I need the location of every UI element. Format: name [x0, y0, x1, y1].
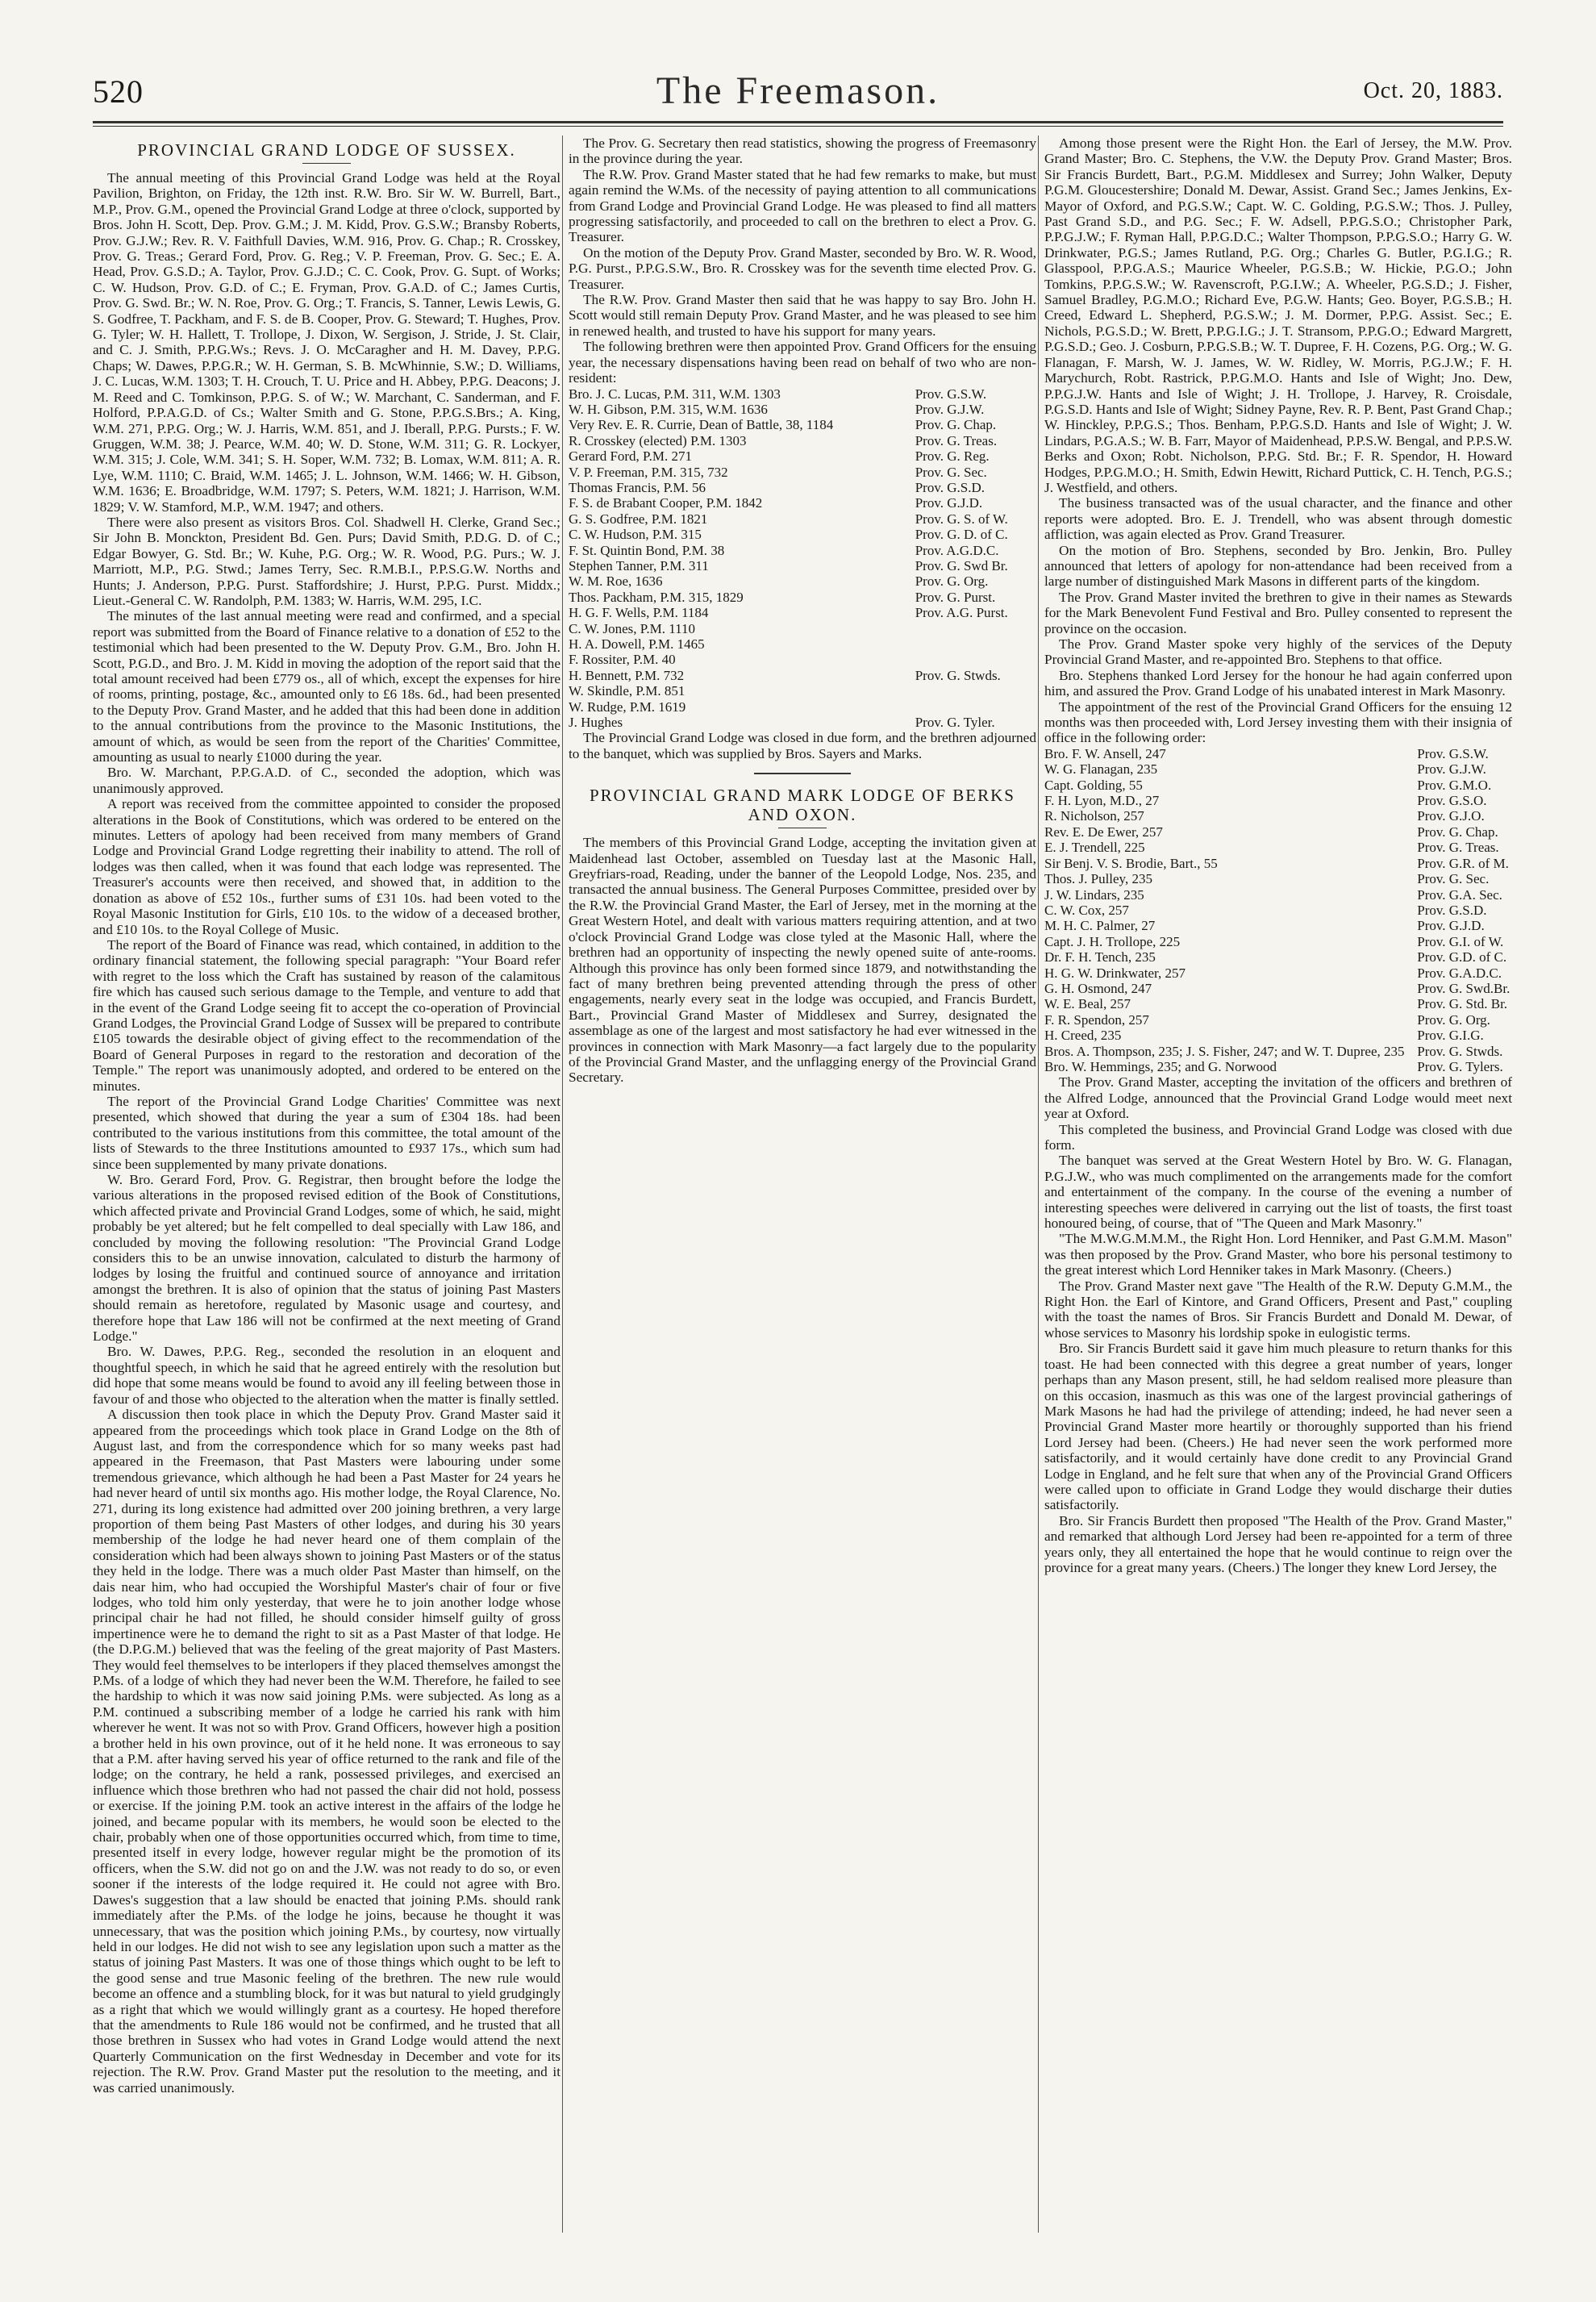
column-1: [93, 136, 560, 2233]
officer-office: Prov. G. S. of W.: [915, 511, 1008, 527]
paragraph: There were also present as visitors Bros. Col. Shadwell H. Clerke, Grand Sec.; Sir John B. Monckton, President Bd. Gen. Purs; David Smith, P.D.G. D. of C.; Edgar Bowyer, G. Std. Br.; W. Kuhe, P.G. Org.; W. R. Wood, P.G. Purs.; W. J. Marriott, M.P., P.G. Stwd.; James Terry, Sec. R.M.B.I., P.P.S.G.W. Norths and Hunts; J. Anderson, P.P.G. Purst. Staffordshire; J. Hurst, P.P.G. Purst. Middx.; Lieut.-General C. W. Randolph, P.M. 1383; W. Harris, W.M. 295, I.C.: [93, 514, 560, 608]
column-divider: [1038, 136, 1039, 2233]
officer-office: Prov. G.R. of M.: [1417, 855, 1509, 871]
officer-office: Prov. G. Chap.: [1417, 824, 1498, 840]
officer-name: W. H. Gibson, P.M. 315, W.M. 1636: [569, 401, 768, 417]
masthead: [93, 69, 1503, 117]
officer-name: Sir Benj. V. S. Brodie, Bart., 55: [1044, 855, 1218, 871]
officer-row: [569, 621, 1036, 636]
officer-row: [569, 652, 1036, 667]
officer-office: Prov. G.A.D.C.: [1417, 965, 1502, 981]
officer-office: Prov. G. Reg.: [915, 448, 990, 465]
officer-office: [911, 652, 1036, 667]
officer-office: Prov. G.I. of W.: [1417, 933, 1504, 949]
officer-name: C. W. Hudson, P.M. 315: [569, 527, 702, 543]
officer-office: Prov. G. Swd Br.: [915, 557, 1008, 573]
issue-date: Oct. 20, 1883.: [1363, 78, 1503, 103]
officer-row: [1044, 903, 1512, 918]
paragraph: The following brethren were then appointed Prov. Grand Officers for the ensuing year, the necessary dispensations having been read on behalf of two who are non-resident:: [569, 339, 1036, 386]
paragraph: "The M.W.G.M.M.M., the Right Hon. Lord Henniker, and Past G.M.M. Mason" was then proposed by the Prov. Grand Master, who bore his personal testimony to the great interest which Lord Henniker takes in Mark Masonry. (Cheers.): [1044, 1231, 1512, 1278]
officer-office: Prov. G. Sec.: [1417, 871, 1490, 887]
officer-name: Capt. J. H. Trollope, 225: [1044, 933, 1181, 949]
officer-name: Dr. F. H. Tench, 235: [1044, 949, 1156, 965]
officer-name: Gerard Ford, P.M. 271: [569, 448, 692, 465]
masthead-rule: [93, 121, 1503, 123]
paragraph: The Provincial Grand Lodge was closed in due form, and the brethren adjourned to the banquet, which was supplied by Bros. Sayers and Marks.: [569, 730, 1036, 761]
officer-name: J. Hughes: [569, 715, 623, 731]
officer-row: [1044, 871, 1512, 886]
officer-name: Rev. E. De Ewer, 257: [1044, 824, 1163, 840]
officer-office: [911, 699, 1036, 715]
paragraph: The Prov. Grand Master, accepting the invitation of the officers and brethren of the Alfred Lodge, announced that the Provincial Grand Lodge would meet next year at Oxford.: [1044, 1074, 1512, 1122]
officer-row: [569, 386, 1036, 402]
officer-row: [1044, 981, 1512, 996]
officer-row: [1044, 793, 1512, 808]
officer-office: Prov. G.A. Sec.: [1417, 886, 1502, 903]
officer-row: [1044, 824, 1512, 840]
officer-row: [1044, 949, 1512, 965]
officer-office: Prov. G. Sec.: [915, 464, 987, 480]
paragraph: The Prov. Grand Master spoke very highly of the services of the Deputy Provincial Grand Master, and re-appointed Bro. Stephens to that office.: [1044, 636, 1512, 668]
paragraph: This completed the business, and Provincial Grand Lodge was closed with due form.: [1044, 1121, 1512, 1153]
officer-name: F. St. Quintin Bond, P.M. 38: [569, 542, 725, 558]
column-3: [1044, 136, 1512, 2233]
officer-name: M. H. C. Palmer, 27: [1044, 918, 1156, 934]
officer-name: Thos. Packham, P.M. 315, 1829: [569, 589, 744, 605]
officer-name: H. A. Dowell, P.M. 1465: [569, 636, 705, 652]
officer-name: Stephen Tanner, P.M. 311: [569, 557, 709, 573]
paragraph: Bro. W. Dawes, P.P.G. Reg., seconded the resolution in an eloquent and thoughtful speech, in which he said that he agreed entirely with the resolution but did hope that some means would be found to avoid any ill feeling between those in favour of and those who objected to the alteration when the matter is finally settled.: [93, 1344, 560, 1407]
officer-office: Prov. G. Org.: [1417, 1011, 1490, 1028]
officer-name: W. Skindle, P.M. 851: [569, 683, 685, 699]
officer-row: [1044, 778, 1512, 793]
officer-row: [569, 465, 1036, 480]
officer-name: Very Rev. E. R. Currie, Dean of Battle, 38, 1184: [569, 417, 834, 433]
officer-name: Thos. J. Pulley, 235: [1044, 871, 1152, 887]
officer-office: [911, 621, 1036, 636]
berks-officers-table: [1044, 746, 1512, 1075]
officer-office: Prov. G. Treas.: [1417, 840, 1499, 856]
officer-office: Prov. G.J.O.: [1417, 808, 1485, 824]
officer-row: [1044, 965, 1512, 981]
officer-name: R. Nicholson, 257: [1044, 808, 1144, 824]
officer-name: H. G. W. Drinkwater, 257: [1044, 965, 1186, 981]
officer-office: Prov. G.I.G.: [1417, 1028, 1484, 1044]
officer-row: [1044, 934, 1512, 949]
officer-name: F. H. Lyon, M.D., 27: [1044, 793, 1160, 809]
paragraph: The Prov. Grand Master next gave "The Health of the R.W. Deputy G.M.M., the Right Hon. the Earl of Kintore, and Grand Officers, Present and Past," coupling with the toast the names of Bros. Sir Francis Burdett and Donald M. Dewar, of whose services to Masonry his lordship spoke in eulogistic terms.: [1044, 1278, 1512, 1341]
officer-office: Prov. G.J.W.: [915, 401, 985, 417]
officer-name: H. Creed, 235: [1044, 1028, 1122, 1044]
officer-office: Prov. G.S.W.: [915, 386, 987, 402]
officer-name: Bro. W. Hemmings, 235; and G. Norwood: [1044, 1058, 1277, 1074]
officer-office: Prov. G.M.O.: [1417, 777, 1492, 793]
officer-row: [569, 527, 1036, 542]
paragraph: Bro. Sir Francis Burdett said it gave him much pleasure to return thanks for this toast. He had been connected with this degree a great number of years, longer perhaps than any Mason present, still, he had seldom realised more pleasure than on this occasion, inasmuch as this was one of the largest provincial gatherings of Mark Masons he had had the privilege of attending; indeed, he had never seen a Provincial Grand Master more heartily or thoroughly supported than his friend Lord Jersey had been. (Cheers.) He had never seen the work performed more satisfactorily, and it would certainly have done credit to any Provincial Grand Lodge in England, and he felt sure that when any of the Provincial Grand Officers were called upon to officiate in Grand Lodge they would discharge their duties satisfactorily.: [1044, 1341, 1512, 1513]
article-title-sussex: PROVINCIAL GRAND LODGE OF SUSSEX.: [137, 140, 516, 160]
page-number: 520: [93, 73, 144, 110]
paragraph: Bro. Sir Francis Burdett then proposed "The Health of the Prov. Grand Master," and remarked that although Lord Jersey had been re-appointed for a term of three years only, they all entertained the hope that he would continue to reign over the province for a great many years. (Cheers.) The longer they knew Lord Jersey, the: [1044, 1512, 1512, 1575]
officer-name: H. Bennett, P.M. 732: [569, 667, 685, 683]
officer-name: W. Rudge, P.M. 1619: [569, 699, 686, 715]
officer-name: R. Crosskey (elected) P.M. 1303: [569, 432, 747, 448]
officer-row: [569, 683, 1036, 699]
sussex-officers-table: [569, 386, 1036, 731]
officer-name: W. M. Roe, 1636: [569, 573, 663, 590]
paragraph: The report of the Provincial Grand Lodge Charities' Committee was next presented, which showed that during the year a sum of £304 18s. had been contributed to the various institutions from this committee, the total amount of the lists of Stewards to the three Institutions amounted to £937 17s., which sum had since been supplemented by many private donations.: [93, 1093, 560, 1172]
paragraph: Bro. W. Marchant, P.P.G.A.D. of C., seconded the adoption, which was unanimously approved.: [93, 765, 560, 796]
officer-name: G. H. Osmond, 247: [1044, 980, 1152, 996]
officer-office: Prov. A.G. Purst.: [915, 605, 1008, 621]
officer-name: H. G. F. Wells, P.M. 1184: [569, 605, 709, 621]
officer-name: G. S. Godfree, P.M. 1821: [569, 511, 708, 527]
paragraph: Among those present were the Right Hon. the Earl of Jersey, the M.W. Prov. Grand Master; Bro. C. Stephens, the V.W. the Deputy Prov. Grand Master; Bros. Sir Francis Burdett, Bart., P.G.M. Middlesex and Surrey; John Walker, Deputy P.G.M. Gloucestershire; Donald M. Dewar, Assist. Grand Sec.; James Jenkins, Ex-Mayor of Oxford, and P.G.S.W.; Capt. W. C. Golding, P.G.S.W.; Thos. J. Pulley, Past Grand S.D., and P.G. Sec.; F. W. Adsell, P.P.G.S.O.; Christopher Park, P.P.G.J.W.; F. Ryman Hall, P.P.G.D.C.; Walter Thompson, P.P.G.S.O.; Harry G. W. Drinkwater, P.G.S.; James Rutland, P.G. Org.; Charles G. Butler, P.G.I.G.; R. Glasspool, P.P.G.A.S.; Maurice Wheeler, P.G.S.B.; W. Hickie, P.G.O.; John Tomkins, P.P.G.S.W.; W. Ravenscroft, P.G.I.W.; A. Wheeler, P.G.S.D.; J. Fisher, Samuel Bradley, P.G.M.O.; Richard Eve, P.G.W. Hants; Geo. Boyer, P.G.S.B.; H. Creed, Edward L. Shepherd, P.G.S.W.; J. M. Dormer, P.P.G. Assist. Sec.; E. Nichols, P.G.S.D.; W. Brett, P.P.G.I.G.; J. T. Stransom, P.P.G.O.; Edward Margrett, P.G.S.D.; Geo. J. Cosburn, P.P.G.S.B.; W. T. Dupree, F. H. Cozens, P.G. Org.; W. G. Flanagan, F. Marsh, W. J. James, W. W. Ridley, W. Morris, P.G.J.W.; F. H. Marychurch, Robt. Rastrick, P.P.G.M.O. Hants and Isle of Wight; Jno. Dew, P.P.G.J.W. Hants and Isle of Wight; J. H. Trollope, J. Harvey, R. Croisdale, P.G.S.D. Hants and Isle of Wight; Sidney Payne, Rev. R. P. Bent, Past Grand Chap.; W. Hinckley, P.P.G.S.; Thos. Benham, P.P.G.S.D. Hants and Isle of Wight; J. W. Lindars, P.G.A.S.; W. B. Farr, Mayor of Maidenhead, P.P.S.W. Bengal, and P.P.S.W. Berks and Oxon; Robt. Nicholson, P.P.G. Std. Br.; F. R. Spendor, H. Howard Hodges, P.P.G.M.O.; H. Smith, Edwin Hewitt, Richard Puttick, C. H. Tench, P.G.S.; J. Westfield, and others.: [1044, 136, 1512, 495]
paragraph: The R.W. Prov. Grand Master then said that he was happy to say Bro. John H. Scott would still remain Deputy Prov. Grand Master, and he was pleased to see him in renewed health, and trusted to have his support for many years.: [569, 292, 1036, 339]
officer-name: W. E. Beal, 257: [1044, 996, 1131, 1012]
officer-row: [569, 558, 1036, 573]
officer-office: Prov. G.S.O.: [1417, 793, 1487, 809]
article-title-berks-oxon: PROVINCIAL GRAND MARK LODGE OF BERKS AND OXON.: [589, 786, 1015, 825]
paragraph: The members of this Provincial Grand Lodge, accepting the invitation given at Maidenhead last October, assembled on Tuesday last at the Masonic Hall, Greyfriars-road, Reading, under the banner of the Leopold Lodge, Nos. 235, and transacted the annual business. The General Purposes Committee, presided over by the R.W. the Provincial Grand Master, the Earl of Jersey, met in the morning at the Great Western Hotel, and dealt with various matters requiring attention, and at two o'clock Provincial Grand Lodge was close tyled at the Masonic Hall, where the brethren had an opportunity of inspecting the newly opened suite of ante-rooms. Although this province has only been formed since 1879, and notwithstanding the fact of many brethren being prevented attending through the press of other engagements, nearly every seat in the lodge was occupied, and Francis Burdett, Bart., Provincial Grand Master of Middlesex and Surrey, designated the assemblage as one of the largest and most satisfactory he had ever witnessed in the provinces in connection with Mark Masonry—a fact largely due to the popularity of the Provincial Grand Master, and the unflagging energy of the Provincial Grand Secretary.: [569, 835, 1036, 1086]
officer-office: Prov. G.S.D.: [915, 479, 985, 495]
officer-row: [1044, 1059, 1512, 1074]
officer-row: [569, 715, 1036, 730]
officer-office: Prov. G.J.D.: [1417, 918, 1485, 934]
officer-name: Capt. Golding, 55: [1044, 777, 1143, 793]
officer-row: [1044, 918, 1512, 933]
officer-office: Prov. G. Std. Br.: [1417, 996, 1508, 1012]
paragraph: The Prov. G. Secretary then read statistics, showing the progress of Freemasonry in the province during the year.: [569, 136, 1036, 167]
officer-row: [569, 417, 1036, 432]
title-rule: [302, 163, 351, 164]
officer-name: Thomas Francis, P.M. 56: [569, 479, 706, 495]
officer-office: Prov. G.S.W.: [1417, 745, 1489, 761]
officer-office: Prov. G. Tyler.: [915, 715, 995, 731]
officer-name: Bro. F. W. Ansell, 247: [1044, 745, 1166, 761]
officer-office: Prov. G. Treas.: [915, 432, 998, 448]
paragraph: The minutes of the last annual meeting were read and confirmed, and a special report was submitted from the Board of Finance relative to a donation of £52 to the testimonial which had been presented to the W. Deputy Prov. G.M., Bro. John H. Scott, P.G.D., and Bro. J. M. Kidd in moving the adoption of the report said that the total amount received had been £779 os., all of which, except the expenses for hire of rooms, printing, postage, &c., amounted only to £6 18s. 6d., had been presented to the Deputy Prov. Grand Master, and he added that this had been done in addition to the annual contributions from the province to the Masonic Institutions, the amount of which, as would be seen from the report of the Charities' Committee, amounting as usual to nearly £1000 during the year.: [93, 608, 560, 765]
paragraph: On the motion of Bro. Stephens, seconded by Bro. Jenkin, Bro. Pulley announced that letters of apology for non-attendance had been received from a large number of distinguished Mark Masons in different parts of the kingdom.: [1044, 542, 1512, 590]
officer-name: Bro. J. C. Lucas, P.M. 311, W.M. 1303: [569, 386, 781, 402]
officer-row: [1044, 746, 1512, 761]
officer-office: Prov. G. Chap.: [915, 417, 997, 433]
officer-name: C. W. Jones, P.M. 1110: [569, 620, 695, 636]
officer-row: [569, 448, 1036, 464]
officer-office: Prov. A.G.D.C.: [915, 542, 999, 558]
officer-office: Prov. G. Stwds.: [915, 667, 1001, 683]
officer-office: Prov. G.J.D.: [915, 495, 983, 511]
officer-row: [1044, 1028, 1512, 1043]
officer-row: [569, 573, 1036, 589]
officer-row: [1044, 808, 1512, 824]
paragraph: W. Bro. Gerard Ford, Prov. G. Registrar, then brought before the lodge the various alterations in the proposed revised edition of the Book of Constitutions, which affected private and Provincial Grand Lodges, some of which, he said, might probably be yet altered; but he felt compelled to deal specially with Law 186, and concluded by moving the following resolution: "The Provincial Grand Lodge considers this to be an unwise innovation, calculated to disturb the harmony of lodges by losing the fruitful and continued source of annoyance and irritation amongst the brethren. It is also of opinion that the status of joining Past Masters should remain as heretofore, regulated by Masonic usage and courtesy, and therefore hope that Law 186 will not be confirmed at the next meeting of Grand Lodge.": [93, 1172, 560, 1345]
officer-office: Prov. G. Swd.Br.: [1417, 980, 1511, 996]
officer-office: Prov. G. D. of C.: [915, 527, 1008, 543]
officer-office: Prov. G. Stwds.: [1417, 1043, 1503, 1059]
paragraph: The annual meeting of this Provincial Grand Lodge was held at the Royal Pavilion, Brighton, on Friday, the 12th inst. R.W. Bro. Sir W. W. Burrell, Bart., M.P., Prov. G.M., opened the Provincial Grand Lodge at three o'clock, supported by Bros. John H. Scott, Dep. Prov. G.M.; J. M. Kidd, Prov. G.S.W.; Bransby Roberts, Prov. G.J.W.; Rev. R. V. Faithfull Davies, W.M. 916, Prov. G. Chap.; R. Crosskey, Prov. G. Treas.; Gerard Ford, Prov. G. Reg.; V. P. Freeman, Prov. G. Sec.; E. A. Head, Prov. G.S.D.; A. Taylor, Prov. G.J.D.; C. C. Cook, Prov. G. Supt. of Works; C. W. Hudson, Prov. G.D. of C.; E. Fryman, Prov. G.A.D. of C.; James Curtis, Prov. G. Swd. Br.; W. N. Roe, Prov. G. Org.; T. Francis, S. Tanner, Lewis Lewis, G. S. Godfree, T. Packham, and F. S. de B. Cooper, Prov. G. Steward; T. Hughes, Prov. G. Tyler; W. H. Hallett, T. Trollope, J. Dixon, W. Sergison, J. Stride, J. St. Clair, and C. J. Smith, P.P.G.Ws.; Revs. J. O. McCaragher and H. M. Davey, P.P.G. Chaps; W. Dawes, P.P.G.R.; W. H. German, S. B. McWhinnie, S.W.; D. Williams, J. C. Lucas, W.M. 1303; T. H. Crouch, T. U. Price and H. Abbey, P.P.G. Deacons; J. M. Reed and C. Tomkinson, P.P.G. S. of W.; W. Marchant, C. Sanderman, and F. Holford, P.P.A.G.D. of Cs.; Walter Smith and G. Stone, P.P.G.S.Brs.; A. King, W.M. 271, P.P.G. Org.; W. J. Harris, W.M. 851, and J. Iberall, P.P.G. Pursts.; F. W. Gruggen, W.M. 38; J. Pearce, W.M. 40; W. D. Stone, W.M. 311; G. R. Lockyer, W.M. 315; J. Cole, W.M. 341; S. H. Soper, W.M. 732; B. Lomax, W.M. 811; A. R. Lye, W.M. 1110; C. Braid, W.M. 1465; J. L. Johnson, W.M. 1466; W. H. Gibson, W.M. 1636; E. Broadbridge, W.M. 1797; S. Peters, W.M. 1821; J. Harrison, W.M. 1829; V. W. Stamford, M.P., W.M. 1947; and others.: [93, 170, 560, 515]
officer-name: V. P. Freeman, P.M. 315, 732: [569, 464, 728, 480]
paragraph: The report of the Board of Finance was read, which contained, in addition to the ordinary financial statement, the following special paragraph: "Your Board refer with regret to the loss which the Craft has sustained by reason of the calamitous fire which has caused such serious damage to the Temple, and venture to add that in the event of the Grand Lodge seeing fit to accept the co-operation of Provincial Grand Lodges, the Provincial Grand Lodge of Sussex will be prepared to contribute £105 towards the desirable object of giving effect to the recommendation of the Board of General Purposes in regard to the restoration and decoration of the Temple." The report was unanimously adopted, and ordered to be entered on the minutes.: [93, 936, 560, 1094]
paragraph: The business transacted was of the usual character, and the finance and other reports were adopted. Bro. E. J. Trendell, who was absent through domestic affliction, was again elected as Prov. Grand Treasurer.: [1044, 495, 1512, 543]
newspaper-title: The Freemason.: [656, 69, 940, 112]
paragraph: The appointment of the rest of the Provincial Grand Officers for the ensuing 12 months was then proceeded with, Lord Jersey investing them with their insignia of office in the following order:: [1044, 699, 1512, 746]
article-separator: [754, 773, 851, 774]
officer-row: [1044, 761, 1512, 777]
officer-row: [1044, 1012, 1512, 1028]
officer-office: Prov. G. Tylers.: [1417, 1058, 1503, 1074]
paragraph: A discussion then took place in which the Deputy Prov. Grand Master said it appeared from the proceedings which took place in Grand Lodge on the 8th of August last, and from the correspondence which for so many weeks past had appeared in the Freemason, that Past Masters were labouring under some tremendous grievance, which although he had been a Past Master for 24 years he had never heard of until six months ago. His mother lodge, the Royal Clarence, No. 271, during its long existence had admitted over 200 joining brethren, a very large proportion of them being Past Masters of other lodges, and during his 30 years membership of the lodge he had never heard one of them complain of the consideration which had been always shown to joining Past Masters or of the status they held in the lodge. There was a much older Past Master than himself, on the dais near him, who had occupied the Worshipful Master's chair of four or five lodges, who told him only yesterday, that were he to join another lodge whose principal chair he had not filled, he should consider himself guilty of gross impertinence were he to demand the right to sit as a Past Master of that lodge. He (the D.P.G.M.) believed that was the feeling of the great majority of Past Masters. They would feel themselves to be interlopers if they placed themselves amongst the P.Ms. of a lodge of which they had never been the W.M. Therefore, he failed to see the hardship to which it was now said joining P.Ms. were subjected. As long as a P.M. continued a subscribing member of a lodge he carried his rank with him wherever he went. It was not so with Prov. Grand Officers, however high a position a brother held in his own province, out of it he held none. It was erroneous to say that a P.M. after having served his year of office returned to the rank and file of the lodge; on the contrary, he held a rank, possessed privileges, and exercised an influence which those brethren who had not passed the chair did not hold, possess or exercise. If the joining P.M. took an active interest in the affairs of the lodge he joined, and became popular with its members, he would soon be elected to the chair, probably when one of those opportunities occurred which, from time to time, presented itself in every lodge, however regular might be the promotion of its officers, when the S.W. did not go on and the J.W. was not ready to do so, or even sooner if the interests of the lodge required it. He could not agree with Bro. Dawes's suggestion that a law should be enacted that joining P.Ms. should rank immediately after the P.Ms. of the lodge he joins, because he thought it was unnecessary, that was the position which joining P.Ms., by courtesy, now virtually held in our lodges. He did not wish to see any legislation upon such a matter as the status of joining Past Masters. It was one of those things which ought to be left to the good sense and true Masonic feeling of the brethren. The new rule would become an offence and a stumbling block, for it was but natural to yield grudgingly as a right that which we would willingly grant as a courtesy. He hoped therefore that the amendments to Rule 186 would not be confirmed, and he trusted that all those brethren in Sussex who had votes in Grand Lodge would attend the next Quarterly Communication on the first Wednesday in December and vote for its rejection. The R.W. Prov. Grand Master put the resolution to the meeting, and it was carried unanimously.: [93, 1407, 560, 2096]
officer-name: E. J. Trendell, 225: [1044, 840, 1145, 856]
officer-office: [911, 636, 1036, 652]
officer-office: Prov. G.S.D.: [1417, 902, 1487, 918]
paragraph: On the motion of the Deputy Prov. Grand Master, seconded by Bro. W. R. Wood, P.G. Purst., P.P.G.S.W., Bro. R. Crosskey was for the seventh time elected Prov. G. Treasurer.: [569, 244, 1036, 292]
officer-name: F. S. de Brabant Cooper, P.M. 1842: [569, 495, 763, 511]
officer-name: F. R. Spendon, 257: [1044, 1011, 1149, 1028]
officer-row: [569, 511, 1036, 527]
officer-name: Bros. A. Thompson, 235; J. S. Fisher, 247; and W. T. Dupree, 235: [1044, 1043, 1405, 1059]
paragraph: The R.W. Prov. Grand Master stated that he had few remarks to make, but must again remind the W.Ms. of the necessity of paying attention to all communications from Grand Lodge and Provincial Grand Lodge. He was pleased to find all matters progressing satisfactorily, and proceeded to call on the brethren to elect a Prov. G. Treasurer.: [569, 166, 1036, 245]
officer-name: J. W. Lindars, 235: [1044, 886, 1144, 903]
officer-row: [569, 402, 1036, 417]
officer-office: Prov. G.D. of C.: [1417, 949, 1507, 965]
officer-row: [1044, 840, 1512, 855]
paragraph: A report was received from the committee appointed to consider the proposed alterations in the Book of Constitutions, which was ordered to be entered on the minutes. Letters of apology had been received from many members of Grand Lodge and Provincial Grand Lodge regretting their inability to attend. The roll of lodges was then called, when it was found that each lodge was represented. The Treasurer's accounts were then received, and showed that, in addition to the donation as above of £52 10s., further sums of £31 10s. had been voted to the Royal Masonic Institution for Girls, £10 10s. to the widow of a deceased brother, and £10 10s. to the Royal College of Music.: [93, 796, 560, 937]
officer-row: [569, 495, 1036, 511]
officer-name: C. W. Cox, 257: [1044, 902, 1129, 918]
officer-row: [1044, 996, 1512, 1011]
officer-row: [1044, 856, 1512, 871]
officer-office: Prov. G.J.W.: [1417, 761, 1486, 778]
masthead-rule-thin: [93, 126, 1503, 127]
officer-name: F. Rossiter, P.M. 40: [569, 652, 676, 668]
officer-name: W. G. Flanagan, 235: [1044, 761, 1158, 778]
officer-office: Prov. G. Purst.: [915, 589, 996, 605]
paragraph: The Prov. Grand Master invited the brethren to give in their names as Stewards for the Mark Benevolent Fund Festival and Bro. Pulley consented to represent the province on the occasion.: [1044, 589, 1512, 636]
officer-row: [569, 699, 1036, 715]
officer-office: [911, 683, 1036, 699]
officer-row: [569, 480, 1036, 495]
column-divider: [562, 136, 563, 2233]
officer-row: [569, 605, 1036, 620]
officer-office: Prov. G. Org.: [915, 573, 989, 590]
officer-row: [569, 668, 1036, 683]
officer-row: [569, 590, 1036, 605]
officer-row: [1044, 1044, 1512, 1059]
officer-row: [569, 636, 1036, 652]
column-2: [569, 136, 1036, 2233]
officer-row: [1044, 887, 1512, 903]
paragraph: Bro. Stephens thanked Lord Jersey for the honour he had again conferred upon him, and assured the Prov. Grand Lodge of his unabated interest in Mark Masonry.: [1044, 667, 1512, 699]
paragraph: The banquet was served at the Great Western Hotel by Bro. W. G. Flanagan, P.G.J.W., who was much complimented on the arrangements made for the comfort and entertainment of the company. In the course of the evening a number of interesting speeches were delivered in carrying out the list of toasts, the first toast honoured being, of course, that of "The Queen and Mark Masonry.": [1044, 1153, 1512, 1232]
officer-row: [569, 543, 1036, 558]
officer-row: [569, 433, 1036, 448]
